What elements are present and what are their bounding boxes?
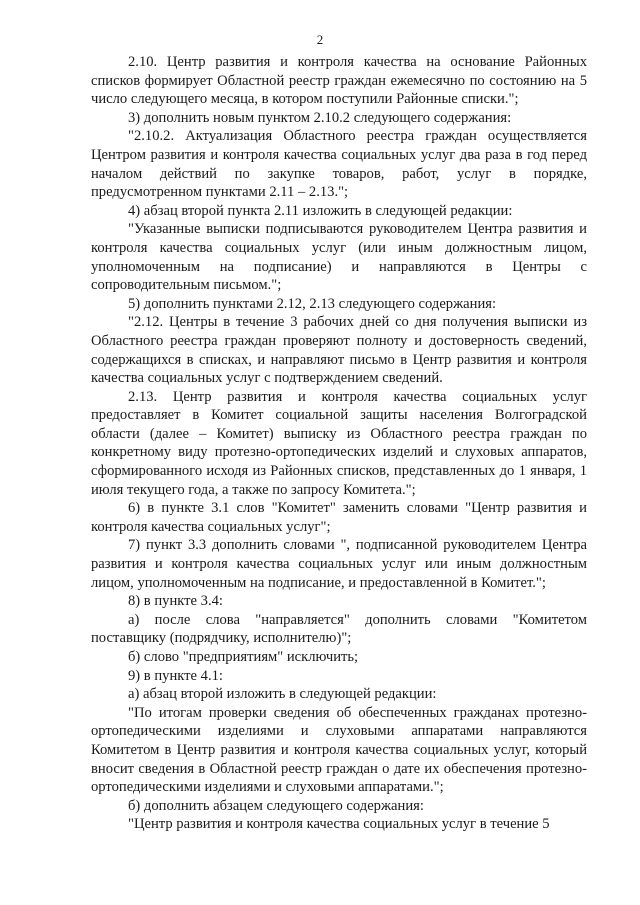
paragraph: 2.13. Центр развития и контроля качества социальных услуг предоставляет в Комитет социальной защиты населения Волгоградской области (далее – Комитет) выписку из Областного реестра граждан по конкретному виду протезно-ортопедических изделий и слуховых аппаратов, сформированного исходя из Районных списков, представленных до 1 января, 1 июля текущего года, а также по запросу Комитета."; [91,388,587,498]
paragraph: 6) в пункте 3.1 слов "Комитет" заменить словами "Центр развития и контроля качества социальных услуг"; [91,500,587,535]
paragraph: "Центр развития и контроля качества социальных услуг в течение 5 [128,816,550,833]
paragraph: "2.10.2. Актуализация Областного реестра граждан осуществляется Центром развития и контроля качества социальных услуг два раза в год перед началом действий по закупке товаров, работ, услуг в порядке, предусмотренном пунктами 2.11 – 2.13."; [91,128,587,201]
paragraph: 8) в пункте 3.4: [128,593,223,610]
paragraph: "По итогам проверки сведения об обеспеченных гражданах протезно-ортопедическими изделиями и слуховыми аппаратами направляются Комитетом в Центр развития и контроля качества социальных услуг, который вносит сведения в Областной реестр граждан о дате их обеспечения протезно-ортопедическими изделиями и слуховыми аппаратами."; [91,704,587,796]
document-body [91,53,587,834]
paragraph: а) абзац второй изложить в следующей редакции: [128,686,437,703]
paragraph: 9) в пункте 4.1: [128,667,223,684]
paragraph: а) после слова "направляется" дополнить словами "Комитетом поставщику (подрядчику, исполнителю)"; [91,611,587,647]
paragraph: б) слово "предприятиям" исключить; [128,649,359,665]
paragraph: 2.10. Центр развития и контроля качества на основание Районных списков формирует Областной реестр граждан ежемесячно по состоянию на 5 число следующего месяца, в котором поступили Районные списки."; [91,54,587,108]
paragraph: "2.12. Центры в течение 3 рабочих дней со дня получения выписки из Областного реестра граждан проверяют полноту и достоверность сведений, содержащихся в списках, и направляют письмо в Центр развития и контроля качества социальных услуг с подтверждением сведений. [91,314,587,387]
paragraph: б) дополнить абзацем следующего содержания: [128,797,424,814]
paragraph: "Указанные выписки подписываются руководителем Центра развития и контроля качества социальных услуг (или иным должностным лицом, уполномоченным на подписание) и направляются в Центры с сопроводительным письмом."; [91,221,587,294]
paragraph: 7) пункт 3.3 дополнить словами ", подписанной руководителем Центра развития и контроля качества социальных услуг или иным должностным лицом, уполномоченным на подписание, и предоставленной в Комитет."; [91,537,587,591]
page-number: 2 [316,32,324,47]
paragraph: 5) дополнить пунктами 2.12, 2.13 следующего содержания: [128,295,497,312]
paragraph: 4) абзац второй пункта 2.11 изложить в следующей редакции: [128,202,513,219]
paragraph: 3) дополнить новым пунктом 2.10.2 следующего содержания: [128,109,512,126]
